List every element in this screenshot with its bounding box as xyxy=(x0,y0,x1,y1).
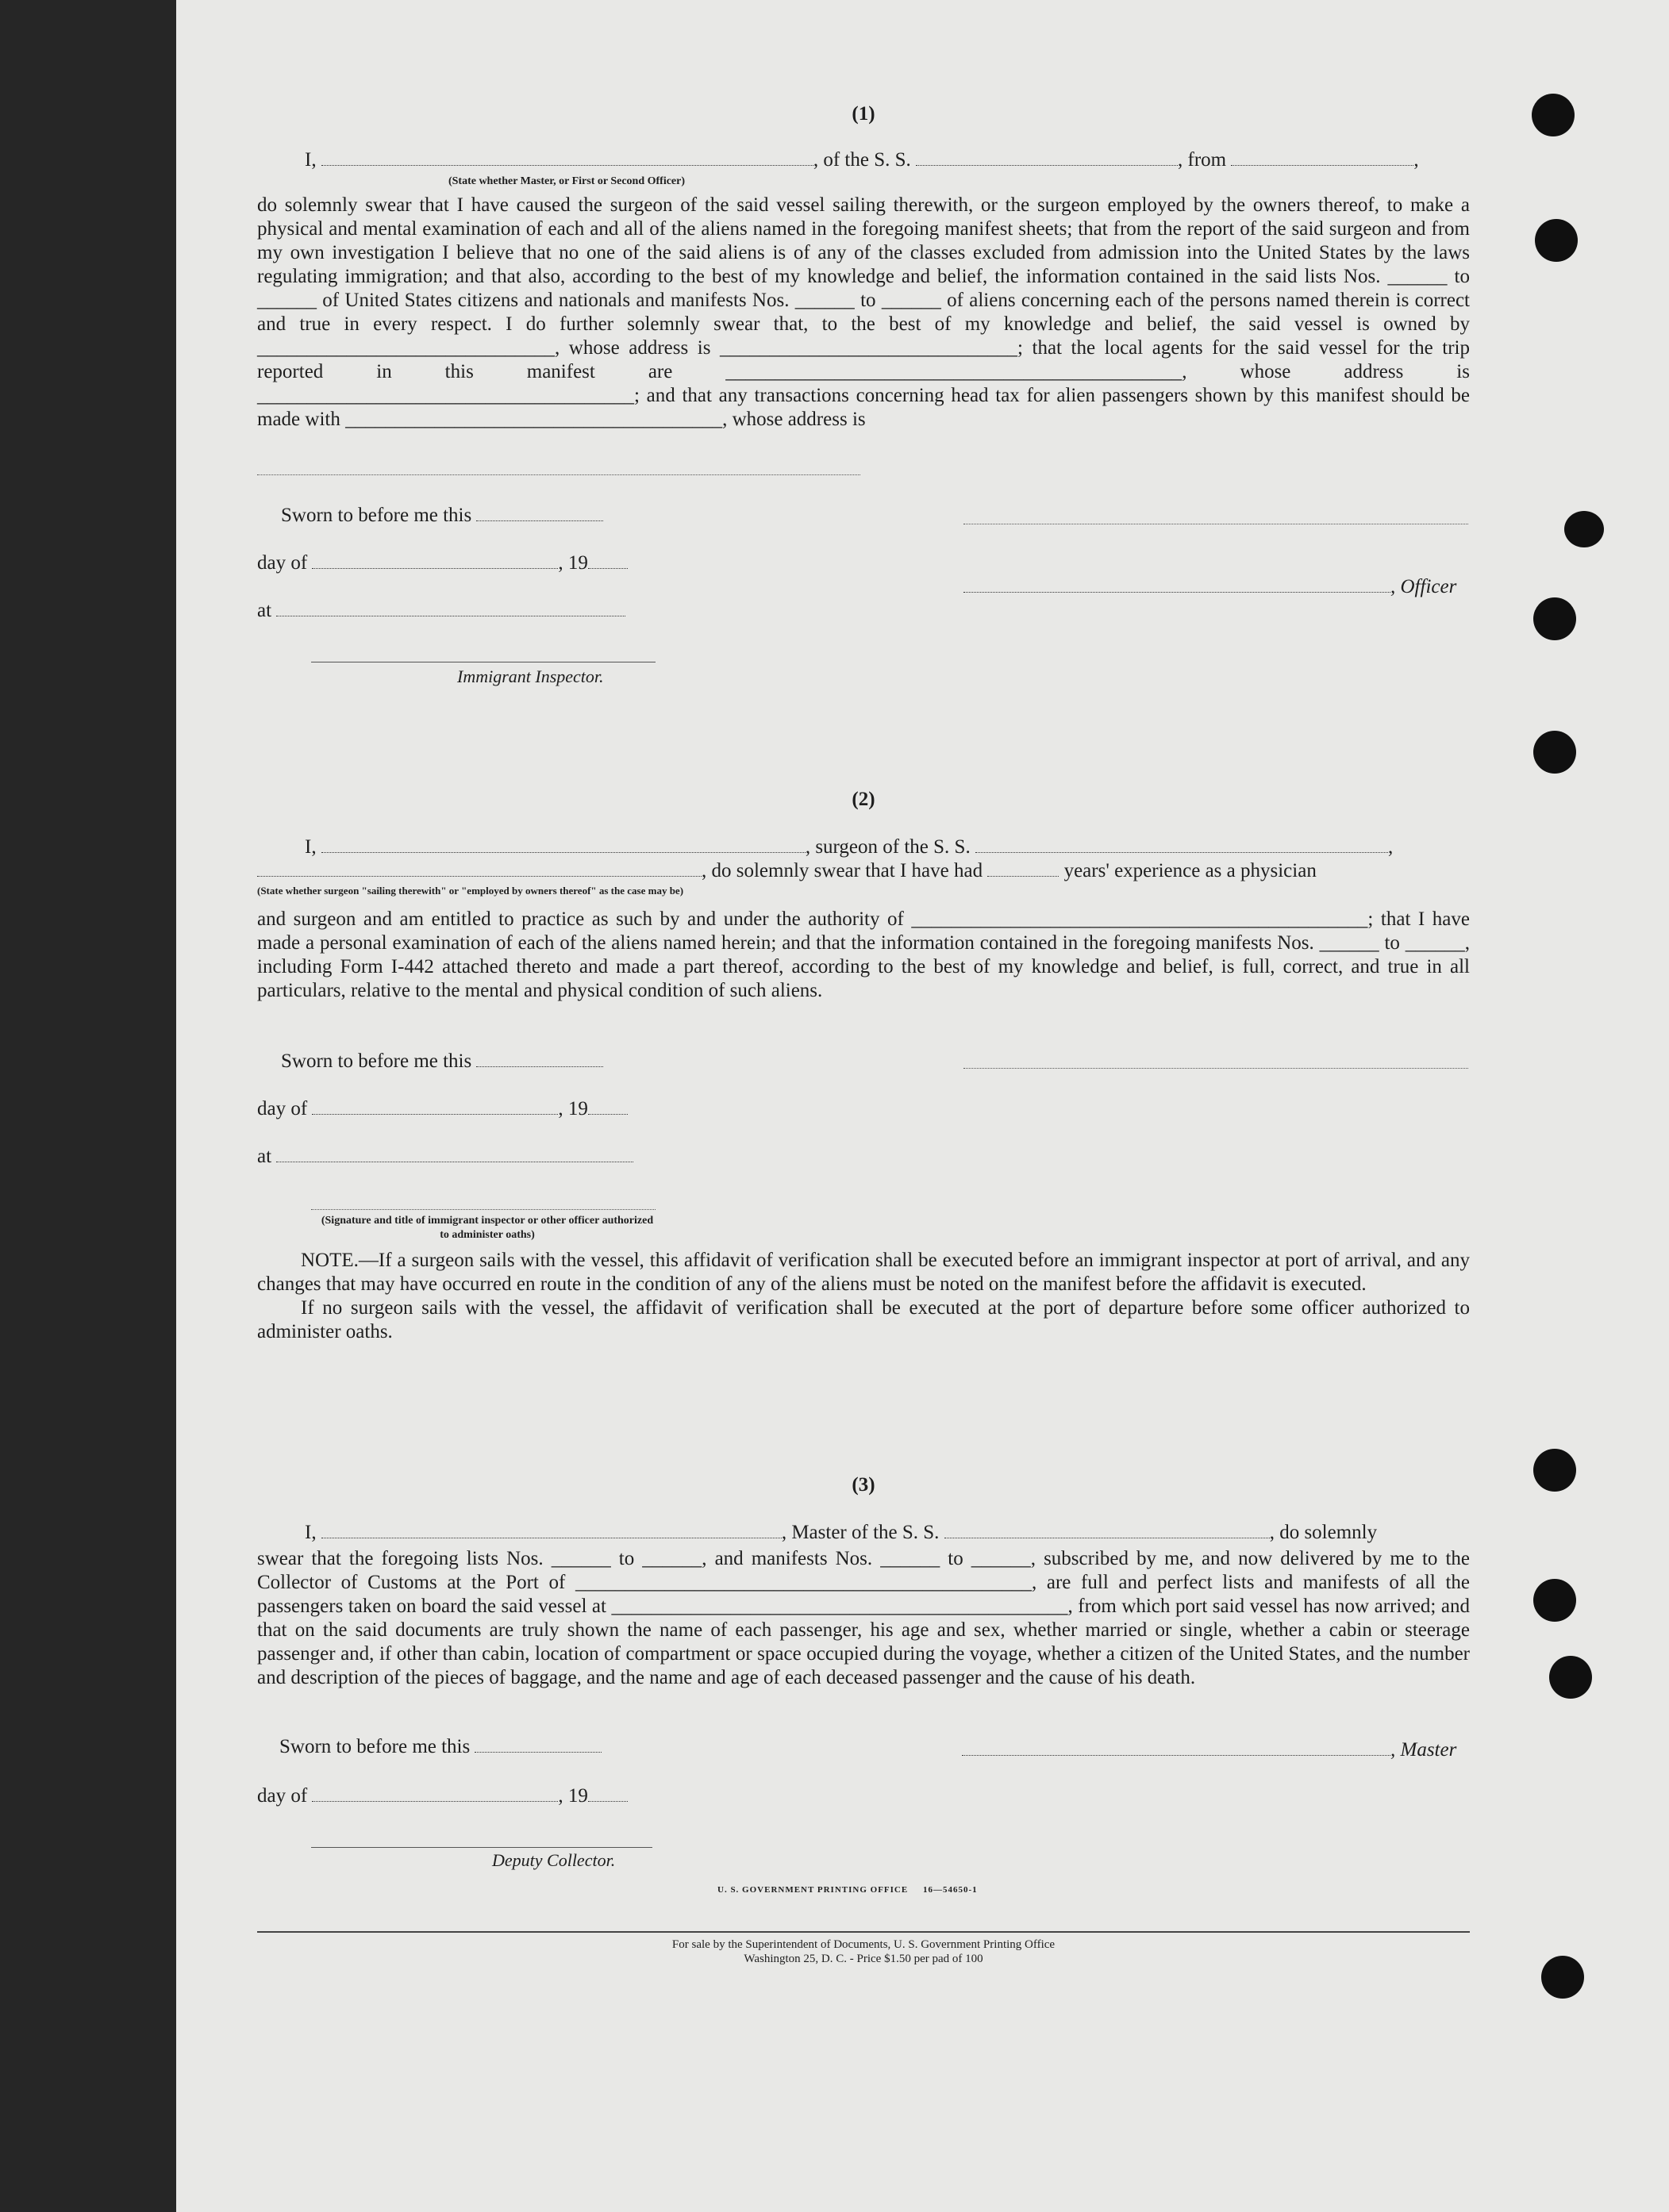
section-3-number: (3) xyxy=(852,1474,875,1496)
inspector-label: Immigrant Inspector. xyxy=(457,666,604,686)
sworn-label: Sworn to before me this xyxy=(281,505,472,526)
officer-oath-signature-line[interactable] xyxy=(311,1209,656,1210)
section-1-number: (1) xyxy=(852,103,875,125)
section-1-continuation-line xyxy=(257,474,860,475)
year-label-3: , 19 xyxy=(558,1785,588,1807)
punch-hole xyxy=(1549,1656,1592,1699)
day-of-label-3: day of xyxy=(257,1785,308,1807)
swear-label-3: , do solemnly xyxy=(1269,1522,1378,1543)
master-of-ship-label: , Master of the S. S. xyxy=(781,1522,940,1543)
scan-background xyxy=(0,0,176,2212)
note-1: NOTE.—If a surgeon sails with the vessel, this affidavit of verification shall be executed before an immigrant inspector at port of arrival, and any changes that may have occurred en route in the condition of any of the aliens must be noted on the manifest before the affidavit is executed. xyxy=(257,1250,1470,1295)
year-label-2: , 19 xyxy=(558,1098,588,1119)
section-2-i: I, xyxy=(305,836,317,858)
section-1-officer-line xyxy=(963,576,1456,598)
day-of-label-2: day of xyxy=(257,1098,308,1119)
punch-hole xyxy=(1541,1956,1584,1999)
punch-hole xyxy=(1533,1449,1576,1492)
footer-sale-notice: For sale by the Superintendent of Documents, U. S. Government Printing Office xyxy=(671,1938,1056,1951)
section-3-i: I, xyxy=(305,1522,317,1543)
surgeon-label: , surgeon of the S. S. xyxy=(805,836,971,858)
footer-divider xyxy=(257,1931,1470,1933)
printing-office-mark: U. S. GOVERNMENT PRINTING OFFICE 16—54650-1 xyxy=(717,1885,978,1895)
section-2-caption: (State whether surgeon "sailing therewith" or "employed by owners thereof" as the case may be) xyxy=(257,885,684,897)
year-field-3[interactable] xyxy=(588,1787,628,1802)
master-label: , Master xyxy=(1390,1739,1457,1761)
month-field-2[interactable] xyxy=(312,1100,558,1115)
punch-hole xyxy=(1533,731,1576,774)
swear-label: , do solemnly swear that I have had xyxy=(702,860,983,881)
at-label-2: at xyxy=(257,1146,272,1167)
port-from-field[interactable] xyxy=(1231,151,1413,166)
section-1-day-of xyxy=(257,552,628,574)
master-name-field[interactable] xyxy=(321,1523,782,1538)
section-2-notes xyxy=(257,1249,1470,1344)
section-2-line1 xyxy=(305,836,1393,858)
collector-signature-line[interactable] xyxy=(311,1847,652,1848)
section-2-at xyxy=(257,1146,633,1168)
section-1-of-ship: , of the S. S. xyxy=(813,149,911,171)
surgeon-name-field[interactable] xyxy=(321,838,806,853)
year-label: , 19 xyxy=(558,552,588,574)
manifest-page xyxy=(176,0,1669,2212)
ship-name-field-3[interactable] xyxy=(944,1523,1270,1538)
punch-hole xyxy=(1535,219,1578,262)
section-1-body xyxy=(257,194,1470,432)
section-1-oath-line xyxy=(305,149,1419,171)
sworn-day-field-2[interactable] xyxy=(476,1052,603,1067)
section-2-paragraph: and surgeon and am entitled to practice as such by and under the authority of ______________________________________________; that I have made a personal examination of each of the aliens named herein; and that the information contained in the foregoing manifests Nos. ______ to ______, including Form I-442 attached thereto and made a part thereof, according to the best of my knowledge and belief, is full, correct, and true in all particulars, relative to the mental and physical condition of such aliens. xyxy=(257,908,1470,1001)
ship-name-field-2[interactable] xyxy=(975,838,1388,853)
footer-price: Washington 25, D. C. - Price $1.50 per pad of 100 xyxy=(744,1953,983,1965)
month-field[interactable] xyxy=(312,554,558,569)
section-1-comma: , xyxy=(1413,149,1419,171)
at-label: at xyxy=(257,600,272,621)
signature-caption: (Signature and title of immigrant inspector or other officer authorized to administer oaths) xyxy=(321,1215,654,1241)
section-3-line1 xyxy=(305,1522,1377,1544)
sworn-day-field[interactable] xyxy=(476,506,603,521)
officer-label: , Officer xyxy=(1390,576,1457,597)
punch-hole xyxy=(1533,597,1576,640)
section-3-day-of xyxy=(257,1785,628,1807)
location-field[interactable] xyxy=(276,601,625,616)
year-field-2[interactable] xyxy=(588,1100,628,1115)
section-2-number: (2) xyxy=(852,789,875,810)
year-field[interactable] xyxy=(588,554,628,569)
note-2: If no surgeon sails with the vessel, the affidavit of verification shall be executed at the port of departure before some officer authorized to administer oaths. xyxy=(257,1297,1470,1342)
sworn-day-field-3[interactable] xyxy=(475,1738,602,1753)
ship-name-field[interactable] xyxy=(916,151,1178,166)
collector-label: Deputy Collector. xyxy=(492,1850,616,1870)
section-3-paragraph: swear that the foregoing lists Nos. ______ to ______, and manifests Nos. ______ to ______, subscribed by me, and now delivered by me to the Collector of Customs at the Port of ______________________________________________, are full and perfect lists and manifests of all the passengers taken on board the said vessel at ______________________________________________, from which port said vessel has now arrived; and that on the said documents are truly shown the name of each passenger, his age and sex, whether married or single, whether a cabin or steerage passenger and, if other than cabin, location of compartment or space occupied during the voyage, whether a citizen of the United States, and the number and description of the pieces of baggage, and the name and age of each deceased passenger and the cause of his death. xyxy=(257,1548,1470,1688)
sworn-label-3: Sworn to before me this xyxy=(279,1736,471,1757)
years-experience-field[interactable] xyxy=(987,862,1059,877)
location-field-2[interactable] xyxy=(276,1147,633,1162)
section-1-from: , from xyxy=(1178,149,1227,171)
officer-title-field[interactable] xyxy=(963,578,1390,593)
section-1-sworn xyxy=(281,505,603,527)
punch-hole xyxy=(1533,1579,1576,1622)
section-1-i: I, xyxy=(305,149,317,171)
master-signature-line xyxy=(962,1739,1456,1761)
section-1-paragraph: do solemnly swear that I have caused the surgeon of the said vessel sailing therewith, or the surgeon employed by the owners thereof, to make a physical and mental examination of each and all of the aliens named in the foregoing manifest sheets; that from the report of the said surgeon and from my own investigation I believe that no one of the said aliens is of any of the classes excluded from admission into the United States by the laws regulating immigration; and that also, according to the best of my knowledge and belief, the information contained in the said lists Nos. ______ to ______ of United States citizens and nationals and manifests Nos. ______ to ______ of aliens concerning each of the persons named therein is correct and true in every respect. I do further solemnly swear that, to the best of my knowledge and belief, the said vessel is owned by ______________________________, whose address is ______________________________; that the local agents for the said vessel for the trip reported in this manifest are ______________________________________________, whose address is ______________________________________; and that any transactions concerning head tax for alien passengers shown by this manifest should be made with ______________________________________, whose address is xyxy=(257,194,1470,430)
punch-hole xyxy=(1532,94,1575,136)
sworn-label-2: Sworn to before me this xyxy=(281,1050,472,1072)
master-signature-field[interactable] xyxy=(962,1741,1390,1756)
day-of-label: day of xyxy=(257,552,308,574)
section-1-at xyxy=(257,600,625,622)
section-2-sworn xyxy=(281,1050,603,1073)
section-2-day-of xyxy=(257,1098,628,1120)
section-1-caption: (State whether Master, or First or Second Officer) xyxy=(448,175,686,187)
section-2-body xyxy=(257,908,1470,1003)
officer-name-field[interactable] xyxy=(321,151,813,166)
surgeon-status-field[interactable] xyxy=(257,862,702,877)
punch-hole xyxy=(1564,511,1604,547)
section-2-line2 xyxy=(257,860,1317,882)
section-3-body xyxy=(257,1547,1470,1690)
section-2-comma: , xyxy=(1387,836,1394,858)
years-label: years' experience as a physician xyxy=(1063,860,1317,881)
section-3-sworn xyxy=(279,1736,602,1758)
surgeon-signature-line[interactable] xyxy=(963,1068,1468,1069)
month-field-3[interactable] xyxy=(312,1787,558,1802)
